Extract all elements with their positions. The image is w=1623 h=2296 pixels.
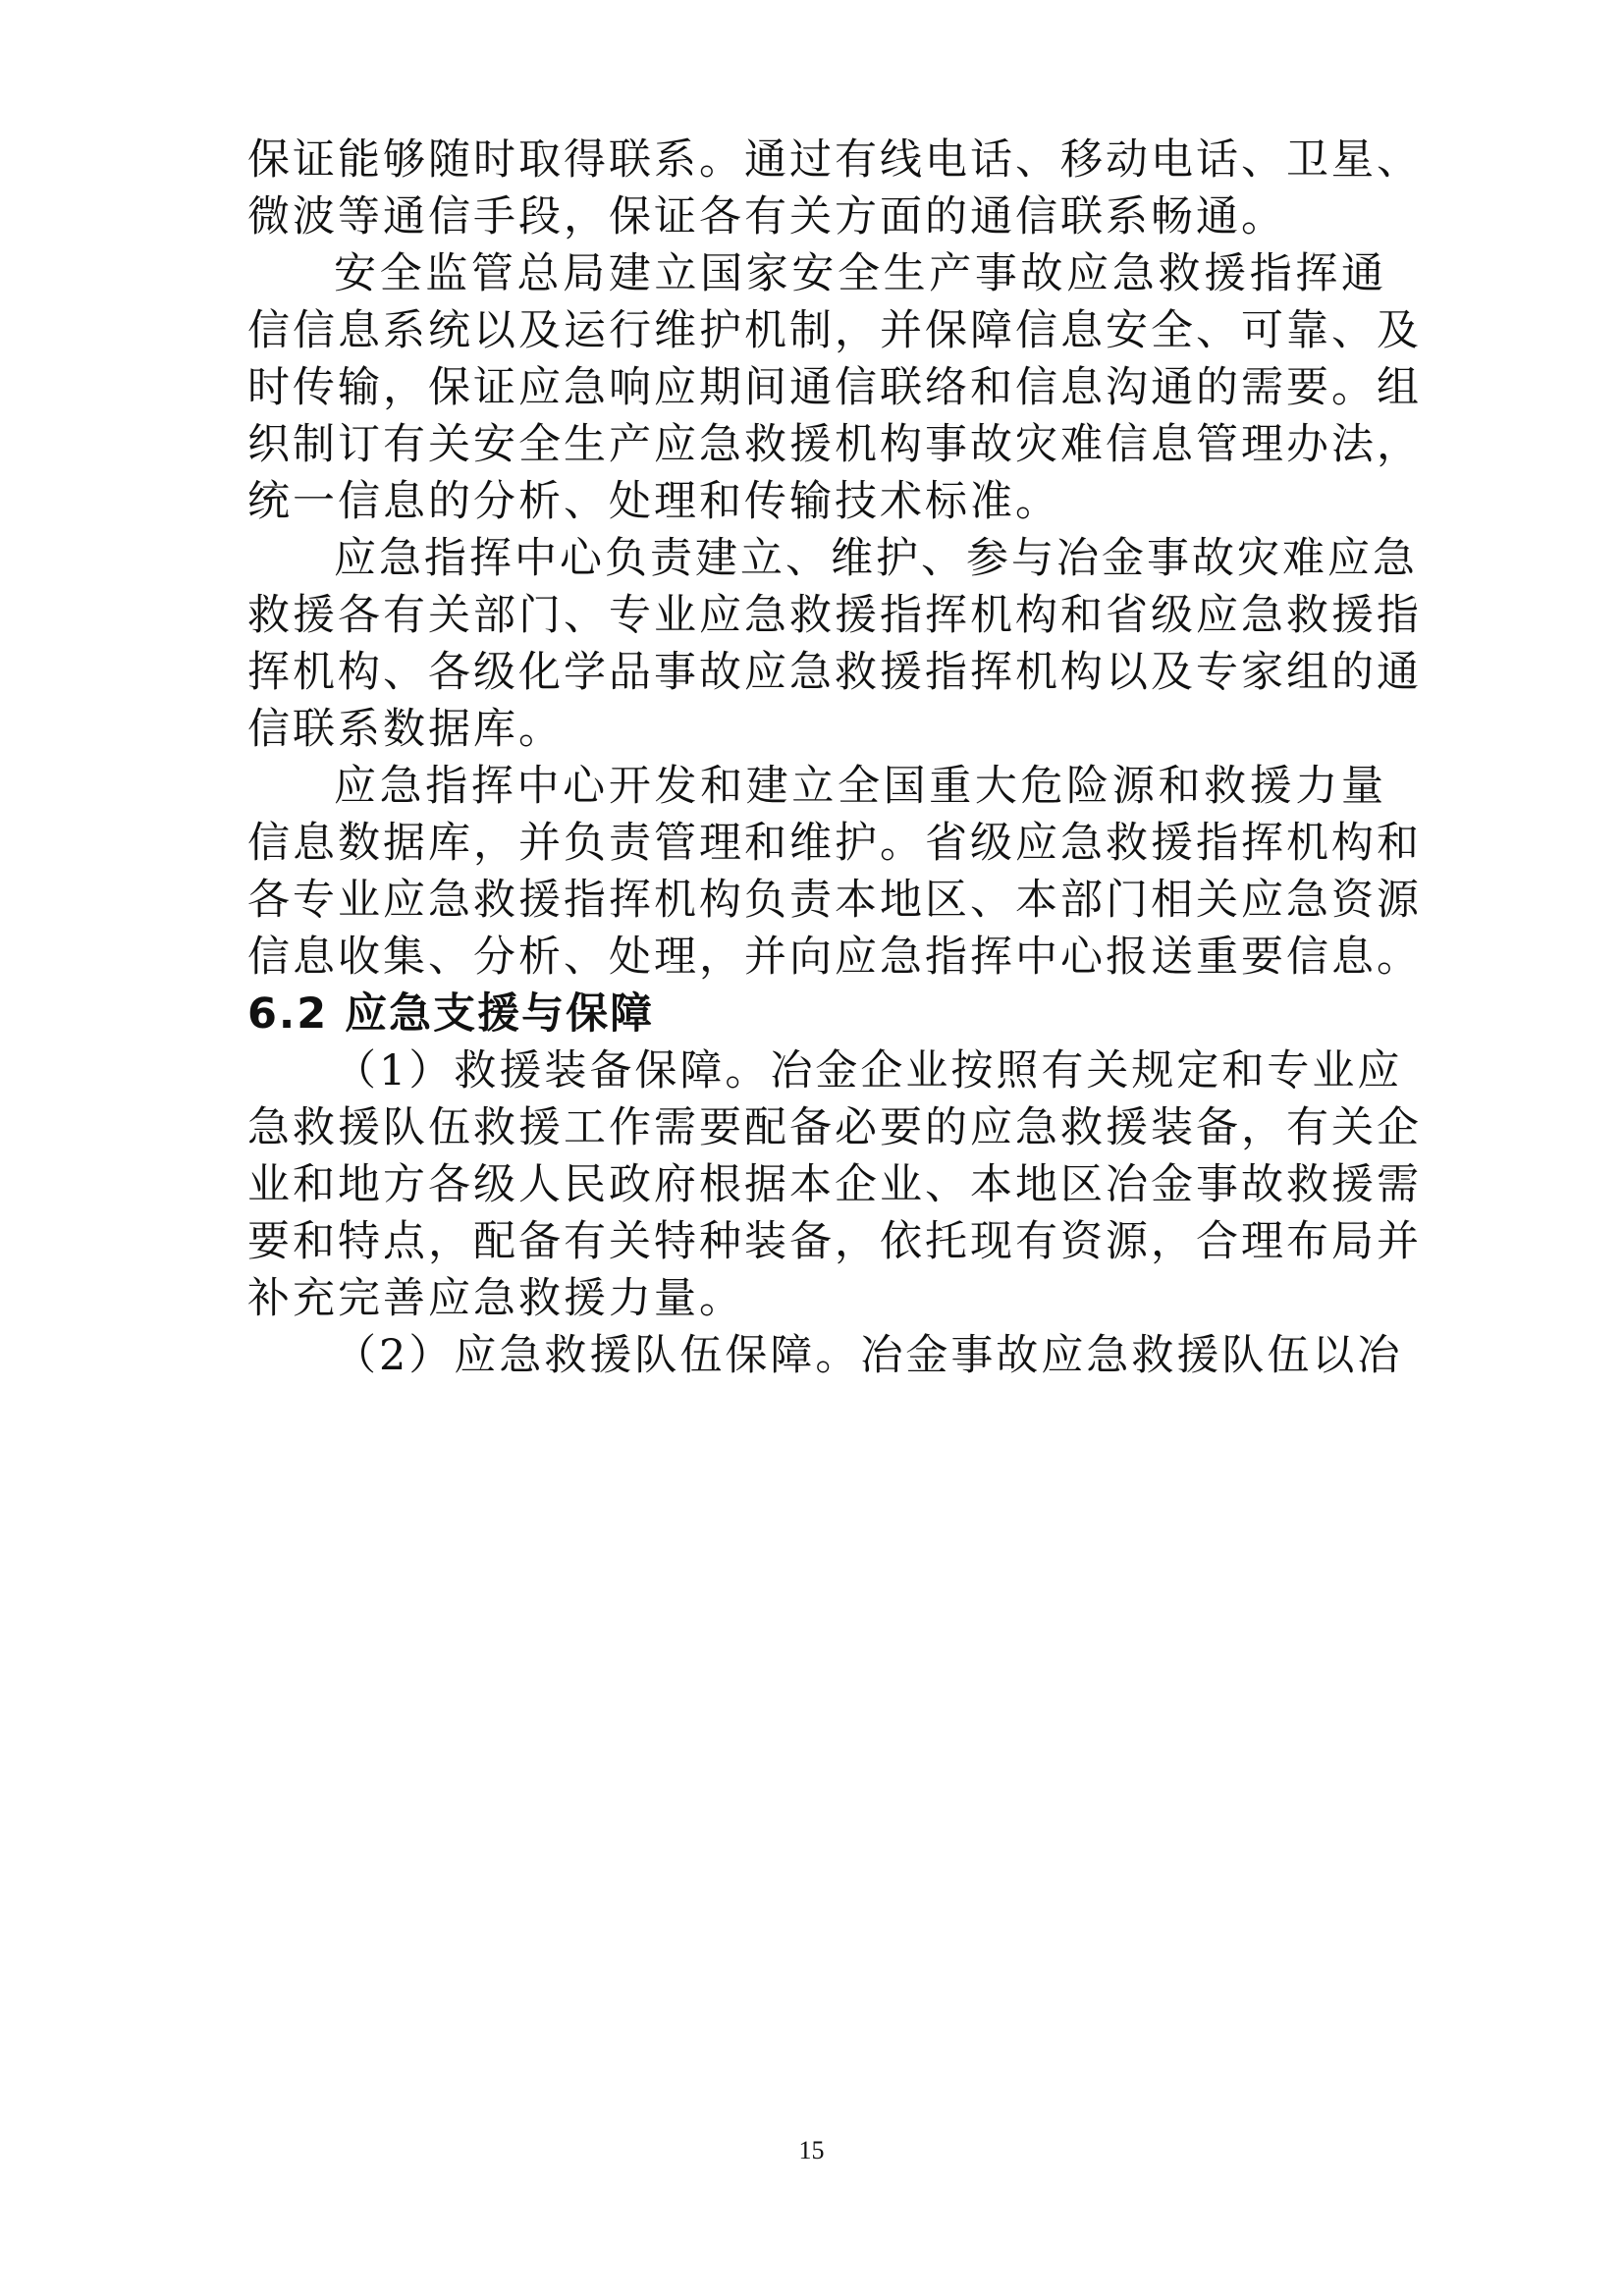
text-line: 信息数据库，并负责管理和维护。省级应急救援指挥机构和 (247, 819, 1422, 868)
text-line: 时传输，保证应急响应期间通信联络和信息沟通的需要。组 (247, 363, 1422, 412)
text-line: 挥机构、各级化学品事故应急救援指挥机构以及专家组的通 (247, 648, 1422, 697)
page-number: 15 (798, 2136, 825, 2164)
text-line: 应急指挥中心开发和建立全国重大危险源和救援力量 (334, 762, 1386, 811)
text-line: （2）应急救援队伍保障。冶金事故应急救援队伍以冶 (334, 1331, 1403, 1380)
text-line: 业和地方各级人民政府根据本企业、本地区冶金事故救援需 (247, 1160, 1422, 1209)
text-line: 要和特点，配备有关特种装备，依托现有资源，合理布局并 (247, 1217, 1422, 1266)
text-line: 救援各有关部门、专业应急救援指挥机构和省级应急救援指 (247, 591, 1422, 640)
text-line: 保证能够随时取得联系。通过有线电话、移动电话、卫星、 (247, 135, 1422, 185)
text-line: 急救援队伍救援工作需要配备必要的应急救援装备，有关企 (247, 1103, 1422, 1152)
text-line: 织制订有关安全生产应急救援机构事故灾难信息管理办法， (247, 420, 1422, 469)
text-line: 安全监管总局建立国家安全生产事故应急救援指挥通 (334, 249, 1386, 298)
text-line: 信联系数据库。 (247, 705, 564, 754)
text-line: 信息收集、分析、处理，并向应急指挥中心报送重要信息。 (247, 933, 1422, 982)
text-line: （1）救援装备保障。冶金企业按照有关规定和专业应 (334, 1046, 1403, 1095)
text-line: 统一信息的分析、处理和传输技术标准。 (247, 477, 1060, 526)
text-line: 应急指挥中心负责建立、维护、参与冶金事故灾难应急 (334, 534, 1418, 583)
text-line: 微波等通信手段，保证各有关方面的通信联系畅通。 (247, 192, 1286, 241)
section-heading: 6.2 应急支援与保障 (247, 989, 655, 1039)
text-line: 信信息系统以及运行维护机制，并保障信息安全、可靠、及 (247, 306, 1422, 355)
text-line: 补充完善应急救援力量。 (247, 1274, 744, 1323)
text-line: 各专业应急救援指挥机构负责本地区、本部门相关应急资源 (247, 876, 1422, 925)
